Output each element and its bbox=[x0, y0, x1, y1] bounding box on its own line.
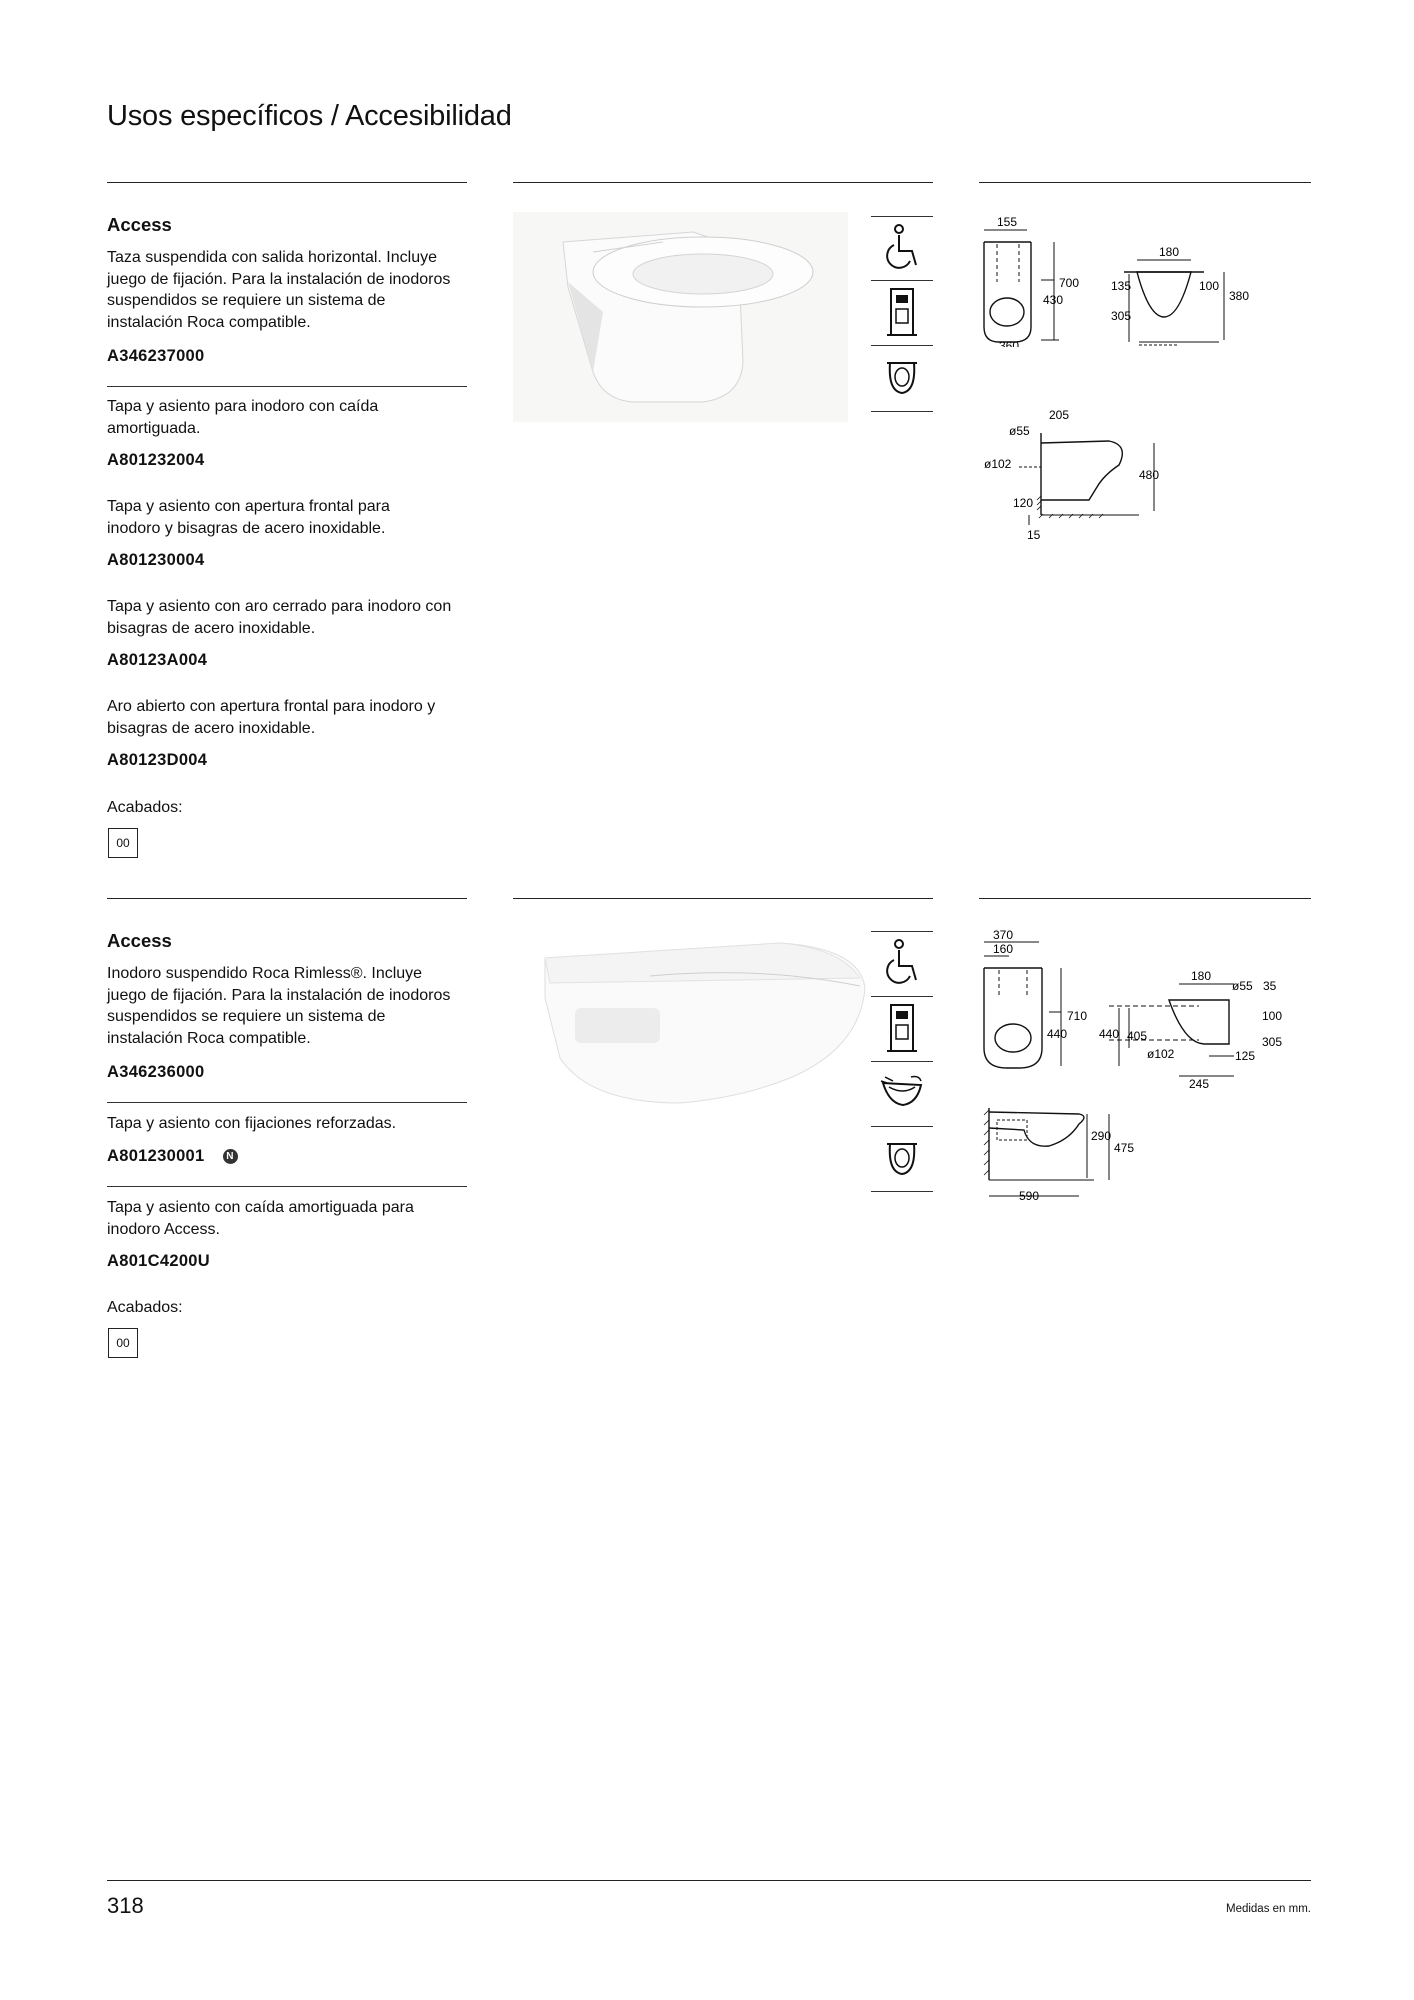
installation-frame-icon bbox=[871, 281, 933, 343]
installation-frame-icon bbox=[871, 997, 933, 1059]
dim-label: 405 bbox=[1127, 1029, 1148, 1043]
finish-swatch[interactable]: 00 bbox=[108, 828, 138, 858]
rimless-icon bbox=[871, 1062, 933, 1124]
page-title: Usos específicos / Accesibilidad bbox=[107, 100, 512, 132]
section-divider bbox=[513, 898, 933, 899]
accessory-code: A801230004 bbox=[107, 551, 205, 569]
product-title: Access bbox=[107, 930, 172, 951]
dim-label: 290 bbox=[1091, 1129, 1112, 1143]
product-description: Inodoro suspendido Roca Rimless®. Incluye juego de fijación. Para la instalación de inodoros suspendidos se requiere un sistema de instalación Roca compatible. bbox=[107, 965, 451, 1047]
dim-label: 380 bbox=[1229, 289, 1250, 303]
dim-label: 245 bbox=[1189, 1077, 1210, 1091]
technical-drawing-front-top bbox=[979, 928, 1299, 1093]
wheelchair-icon bbox=[871, 217, 933, 279]
divider bbox=[107, 386, 467, 387]
dim-label: 125 bbox=[1235, 1049, 1256, 1063]
dim-label: ø102 bbox=[1147, 1047, 1175, 1061]
accessory-code: A80123D004 bbox=[107, 751, 208, 769]
dim-label: 155 bbox=[997, 215, 1018, 229]
accessory-description: Tapa y asiento con caída amortiguada para inodoro Access. bbox=[107, 1199, 414, 1238]
soft-close-seat-icon bbox=[871, 346, 933, 408]
dim-label: ø55 bbox=[1232, 979, 1253, 993]
accessory-code: A801C4200U bbox=[107, 1252, 210, 1270]
dim-label: 700 bbox=[1059, 276, 1080, 290]
dim-label: 135 bbox=[1111, 279, 1132, 293]
dim-label: 305 bbox=[1262, 1035, 1283, 1049]
technical-drawing-side bbox=[979, 1100, 1159, 1210]
finish-swatch[interactable]: 00 bbox=[108, 1328, 138, 1358]
accessory-code: A80123A004 bbox=[107, 651, 208, 669]
product-code: A346236000 bbox=[107, 1063, 205, 1081]
dim-label: 180 bbox=[1191, 969, 1212, 983]
dim-label: 440 bbox=[1047, 1027, 1068, 1041]
dim-label: 360 bbox=[999, 339, 1020, 347]
dim-label: ø55 bbox=[1009, 424, 1030, 438]
dim-label: 475 bbox=[1114, 1141, 1135, 1155]
accessory-description: Tapa y asiento con aro cerrado para inodoro con bisagras de acero inoxidable. bbox=[107, 598, 452, 637]
dim-label: 120 bbox=[1013, 496, 1034, 510]
technical-drawing-front-top bbox=[979, 212, 1279, 347]
dim-label: 430 bbox=[1043, 293, 1064, 307]
accessory-description: Tapa y asiento con apertura frontal para inodoro y bisagras de acero inoxidable. bbox=[107, 498, 390, 537]
accessory-description: Aro abierto con apertura frontal para inodoro y bisagras de acero inoxidable. bbox=[107, 698, 436, 737]
footnote: Medidas en mm. bbox=[1225, 1903, 1311, 1915]
dim-label: 590 bbox=[1019, 1189, 1040, 1203]
technical-drawing-side bbox=[979, 405, 1179, 545]
dim-label: 480 bbox=[1139, 468, 1160, 482]
product-photo bbox=[513, 212, 848, 422]
dim-label: 370 bbox=[993, 928, 1014, 942]
accessory-description: Tapa y asiento para inodoro con caída amortiguada. bbox=[107, 398, 379, 437]
dim-label: 440 bbox=[1099, 1027, 1120, 1041]
divider bbox=[107, 1102, 467, 1103]
section-divider bbox=[107, 182, 467, 183]
dim-label: 305 bbox=[1111, 309, 1132, 323]
dim-label: 710 bbox=[1067, 1009, 1088, 1023]
soft-close-seat-icon bbox=[871, 1127, 933, 1189]
new-badge: N bbox=[223, 1149, 238, 1164]
accessory-description: Tapa y asiento con fijaciones reforzadas. bbox=[107, 1115, 397, 1132]
section-divider bbox=[979, 898, 1311, 899]
wheelchair-icon bbox=[871, 932, 933, 994]
dim-label: 160 bbox=[993, 942, 1014, 956]
accessory-code: A801232004 bbox=[107, 451, 205, 469]
dim-label: 100 bbox=[1199, 279, 1220, 293]
page-number: 318 bbox=[107, 1893, 144, 1918]
divider bbox=[107, 1186, 467, 1187]
dim-label: ø102 bbox=[984, 457, 1012, 471]
footer-divider bbox=[107, 1880, 1311, 1881]
section-divider bbox=[107, 898, 467, 899]
dim-label: 180 bbox=[1159, 245, 1180, 259]
dim-label: 35 bbox=[1263, 979, 1277, 993]
dim-label: 205 bbox=[1049, 408, 1070, 422]
dim-label: 100 bbox=[1262, 1009, 1283, 1023]
accessory-code: A801230001 bbox=[107, 1147, 205, 1165]
product-photo bbox=[530, 928, 870, 1138]
finishes-label: Acabados: bbox=[107, 799, 183, 816]
finishes-label: Acabados: bbox=[107, 1299, 183, 1316]
section-divider bbox=[513, 182, 933, 183]
section-divider bbox=[979, 182, 1311, 183]
product-description: Taza suspendida con salida horizontal. Incluye juego de fijación. Para la instalación de inodoros suspendidos se requiere un sistema de instalación Roca compatible. bbox=[107, 249, 451, 331]
product-title: Access bbox=[107, 214, 172, 235]
dim-label: 15 bbox=[1027, 528, 1041, 542]
product-code: A346237000 bbox=[107, 347, 205, 365]
